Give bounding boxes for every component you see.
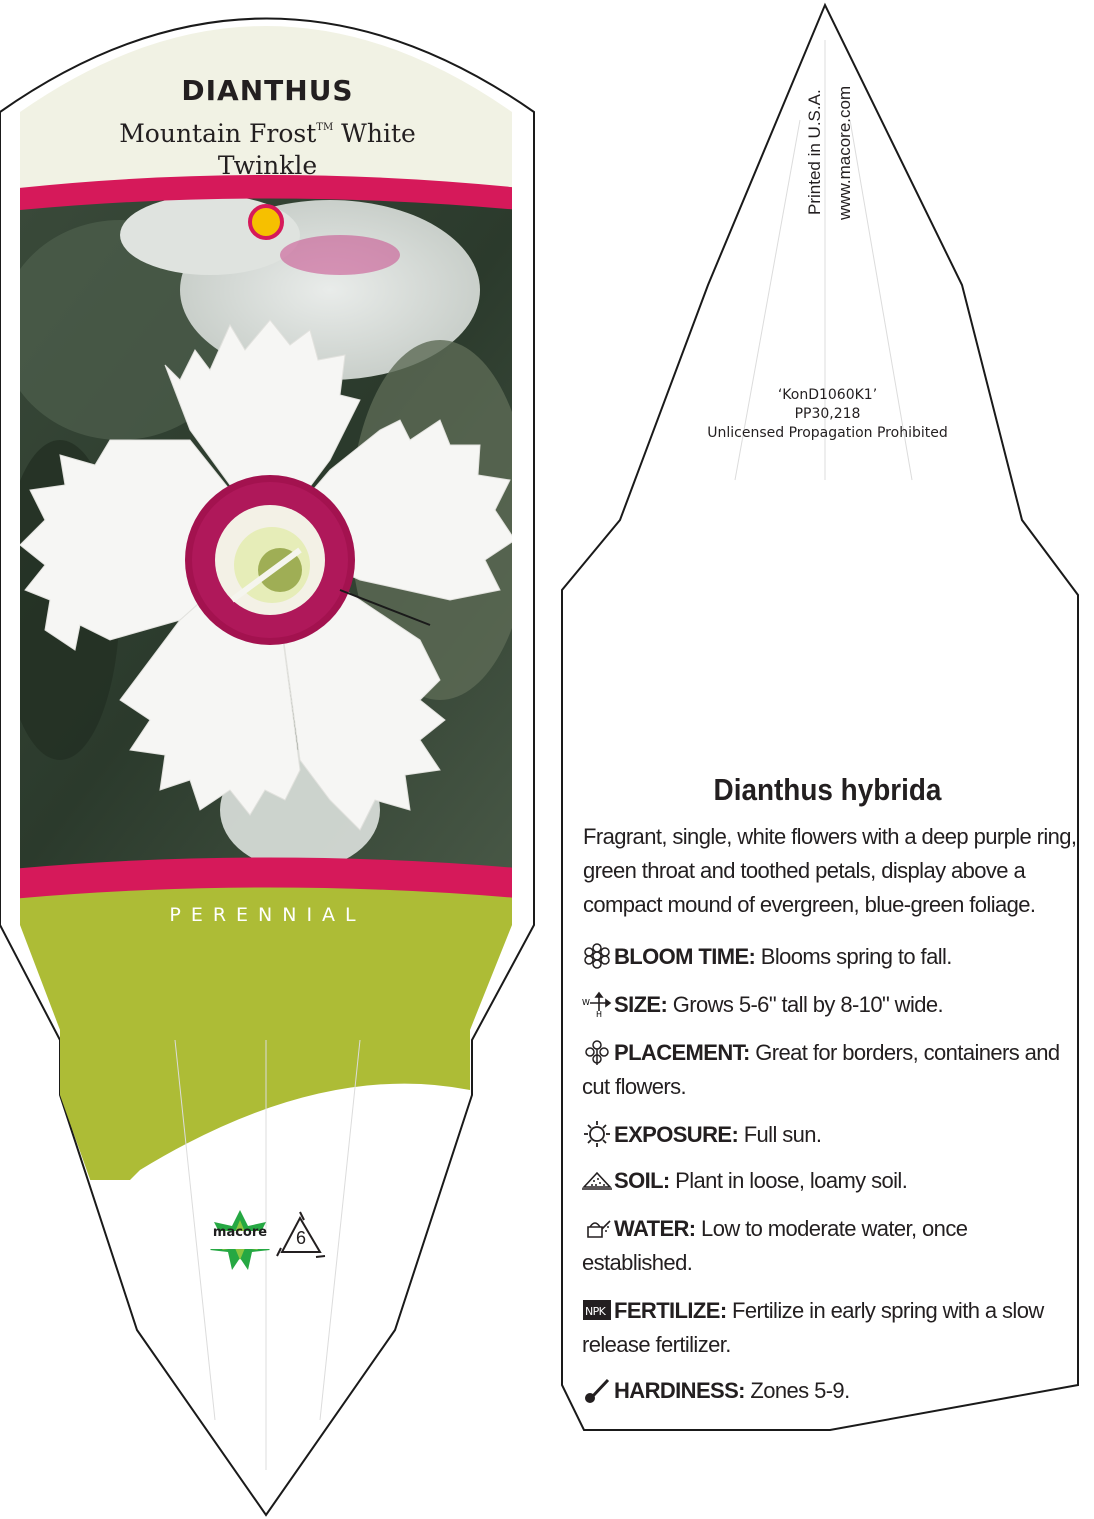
care-text: Low to moderate water, once established. (582, 1216, 968, 1275)
care-label: EXPOSURE: (614, 1122, 739, 1147)
watering-can-icon (582, 1215, 614, 1241)
care-label: SIZE: (614, 992, 668, 1017)
color-dot (250, 206, 282, 238)
npk-text: NPK (585, 1305, 606, 1318)
care-text: Great for borders, containers and cut flowers. (582, 1040, 1060, 1099)
printed-in-text: Printed in U.S.A. (805, 89, 824, 215)
care-exposure (582, 1118, 1080, 1152)
website-text: www.macore.com (835, 85, 854, 220)
propagation-notice: Unlicensed Propagation Prohibited (707, 425, 948, 441)
care-text: Grows 5-6" tall by 8-10" wide. (667, 992, 944, 1017)
thermometer-icon (582, 1377, 614, 1403)
sun-icon (582, 1121, 614, 1147)
care-label: SOIL: (614, 1168, 670, 1193)
care-soil (582, 1164, 1080, 1198)
plants-icon (582, 1039, 614, 1065)
size-h-letter: H (596, 1010, 602, 1017)
soil-icon (582, 1167, 614, 1193)
recycle-code: 6 (295, 1228, 306, 1248)
care-label: WATER: (614, 1216, 696, 1241)
care-label: PLACEMENT: (614, 1040, 750, 1065)
care-bloom-time (582, 940, 1080, 974)
legal-block (680, 386, 975, 443)
cultivar-code: ‘KonD1060K1’ (777, 387, 878, 403)
npk-icon (582, 1297, 614, 1323)
care-text: Zones 5-9. (744, 1378, 850, 1403)
variety-line2: Twinkle (217, 151, 318, 180)
category-label: PERENNIAL (169, 904, 366, 926)
species-title: Dianthus hybrida (713, 772, 942, 807)
care-text: Fertilize in early spring with a slow release fertilizer. (582, 1298, 1044, 1357)
care-text: Plant in loose, loamy soil. (669, 1168, 908, 1193)
variety-line1-a: Mountain Frost (119, 119, 317, 148)
care-size (582, 988, 1080, 1022)
care-water (582, 1212, 1080, 1280)
variety-line1-b: White (333, 119, 416, 148)
care-label: BLOOM TIME: (614, 944, 756, 969)
patent-number: PP30,218 (794, 406, 861, 422)
care-placement (582, 1036, 1080, 1104)
size-w-letter: W (582, 998, 590, 1007)
genus-title: DIANTHUS (181, 74, 354, 107)
care-hardiness (582, 1374, 1080, 1408)
care-text: Full sun. (738, 1122, 822, 1147)
flower-icon (582, 943, 614, 969)
care-fertilize (582, 1294, 1080, 1362)
care-label: FERTILIZE: (614, 1298, 727, 1323)
macore-logo-text: macore (212, 1225, 268, 1240)
care-text: Blooms spring to fall. (755, 944, 952, 969)
trademark-mark: TM (316, 122, 334, 133)
variety-name (60, 112, 475, 182)
size-arrows-icon (582, 991, 614, 1017)
care-label: HARDINESS: (614, 1378, 745, 1403)
description: Fragrant, single, white flowers with a deep purple ring, green throat and toothed petals, display above a compact mound of evergreen, blue-green foliage. (583, 824, 1077, 917)
